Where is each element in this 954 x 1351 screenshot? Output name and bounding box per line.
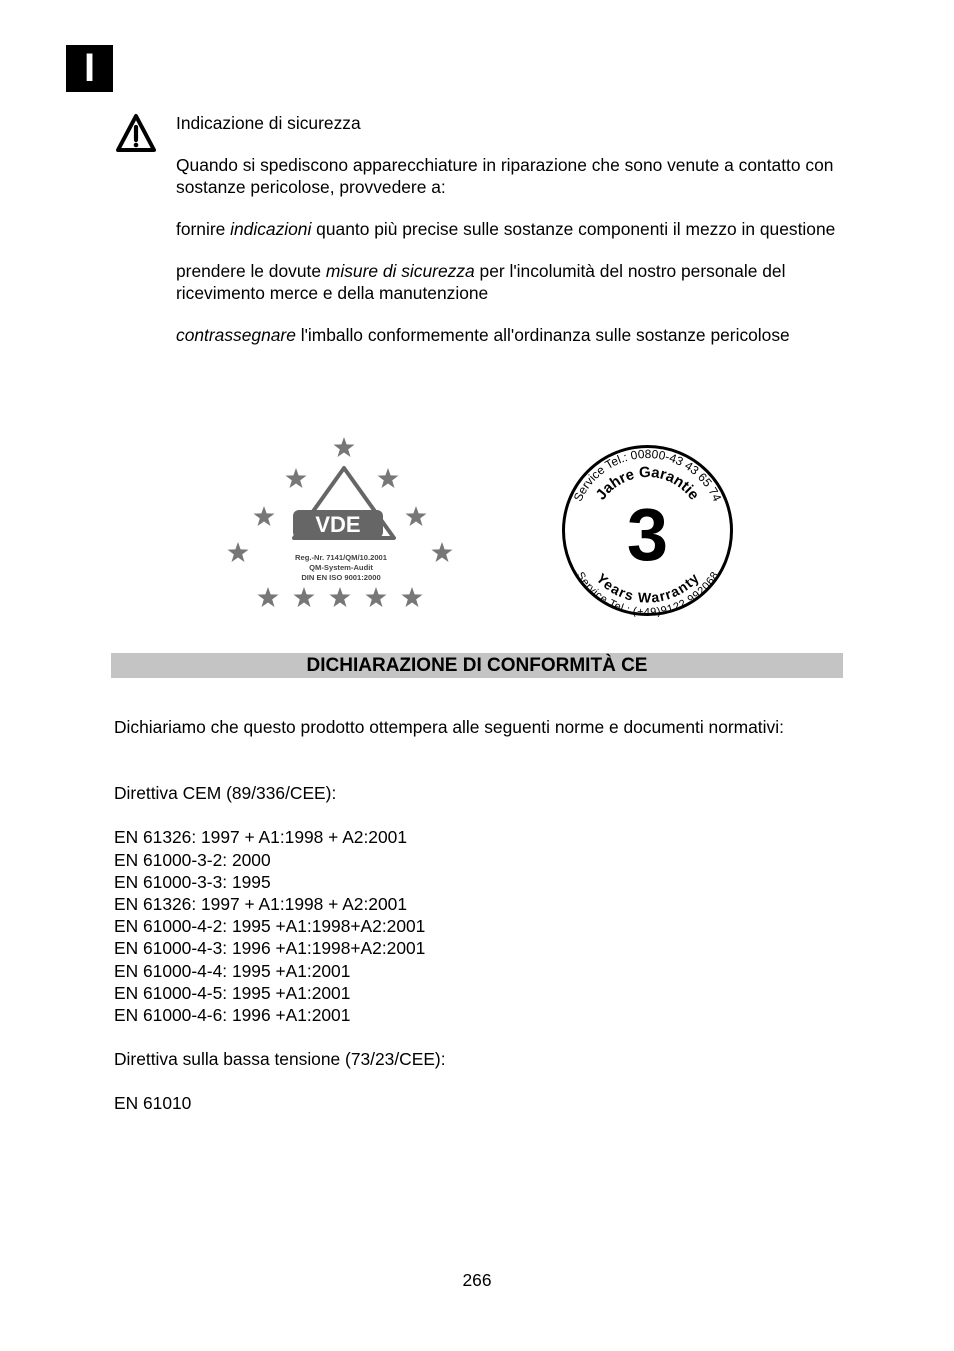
- warning-triangle-icon: [116, 113, 156, 153]
- standard-line: EN 61000-4-3: 1996 +A1:1998+A2:2001: [114, 938, 426, 959]
- svg-text:Reg.-Nr. 7141/QM/10.2001: Reg.-Nr. 7141/QM/10.2001: [294, 553, 388, 562]
- standard-line: EN 61000-3-2: 2000: [114, 849, 271, 870]
- svg-text:Jahre Garantie: Jahre Garantie: [592, 463, 703, 504]
- svg-text:DIN EN ISO 9001:2000: DIN EN ISO 9001:2000: [301, 573, 381, 582]
- svg-text:Years Warranty: Years Warranty: [593, 570, 702, 606]
- language-tab: I: [66, 45, 113, 92]
- svg-text:Service Tel.: (+49)9122 992068: Service Tel.: (+49)9122 992068: [573, 569, 722, 618]
- standard-line: EN 61000-4-6: 1996 +A1:2001: [114, 1005, 351, 1026]
- low-voltage-directive: Direttiva sulla bassa tensione (73/23/CEE):: [114, 1049, 446, 1070]
- safety-item-marking: contrassegnare l'imballo conformemente all'ordinanza sulle sostanze pericolose: [176, 325, 790, 345]
- svg-text:VDE: VDE: [315, 512, 361, 537]
- safety-heading: Indicazione di sicurezza: [176, 113, 361, 133]
- standard-line: EN 61326: 1997 + A1:1998 + A2:2001: [114, 894, 407, 915]
- standard-line: EN 61000-4-2: 1995 +A1:1998+A2:2001: [114, 916, 426, 937]
- safety-item-indications: fornire indicazioni quanto più precise sulle sostanze componenti il mezzo in questione: [176, 219, 836, 239]
- svg-text:Service Tel.: 00800-43 43 65 7: Service Tel.: 00800-43 43 65 74: [570, 446, 725, 504]
- safety-notice: [176, 112, 856, 366]
- vde-certification-logo: [220, 430, 460, 615]
- svg-text:QM-System-Audit: QM-System-Audit: [309, 563, 373, 572]
- standard-line: EN 61000-4-4: 1995 +A1:2001: [114, 960, 351, 981]
- safety-intro: Quando si spediscono apparecchiature in riparazione che sono venute a contatto con sostanze pericolose, provvedere a:: [176, 155, 834, 197]
- ce-intro: Dichiariamo che questo prodotto ottempera alle seguenti norme e documenti normativi:: [114, 717, 784, 737]
- ce-declaration-title: DICHIARAZIONE DI CONFORMITÀ CE: [111, 653, 843, 678]
- warranty-seal-logo: [560, 443, 735, 618]
- page-number: 266: [462, 1270, 492, 1290]
- standard-line: EN 61326: 1997 + A1:1998 + A2:2001: [114, 827, 407, 848]
- svg-text:3: 3: [626, 493, 669, 576]
- safety-item-measures: prendere le dovute misure di sicurezza per l'incolumità del nostro personale del ricevimento merce e della manutenzione: [176, 261, 786, 303]
- standard-line: EN 61000-3-3: 1995: [114, 871, 271, 892]
- standard-line: EN 61000-4-5: 1995 +A1:2001: [114, 982, 351, 1003]
- standard-line: EN 61010: [114, 1093, 192, 1114]
- ce-declaration-body: [114, 716, 844, 1115]
- emc-directive: Direttiva CEM (89/336/CEE):: [114, 783, 337, 804]
